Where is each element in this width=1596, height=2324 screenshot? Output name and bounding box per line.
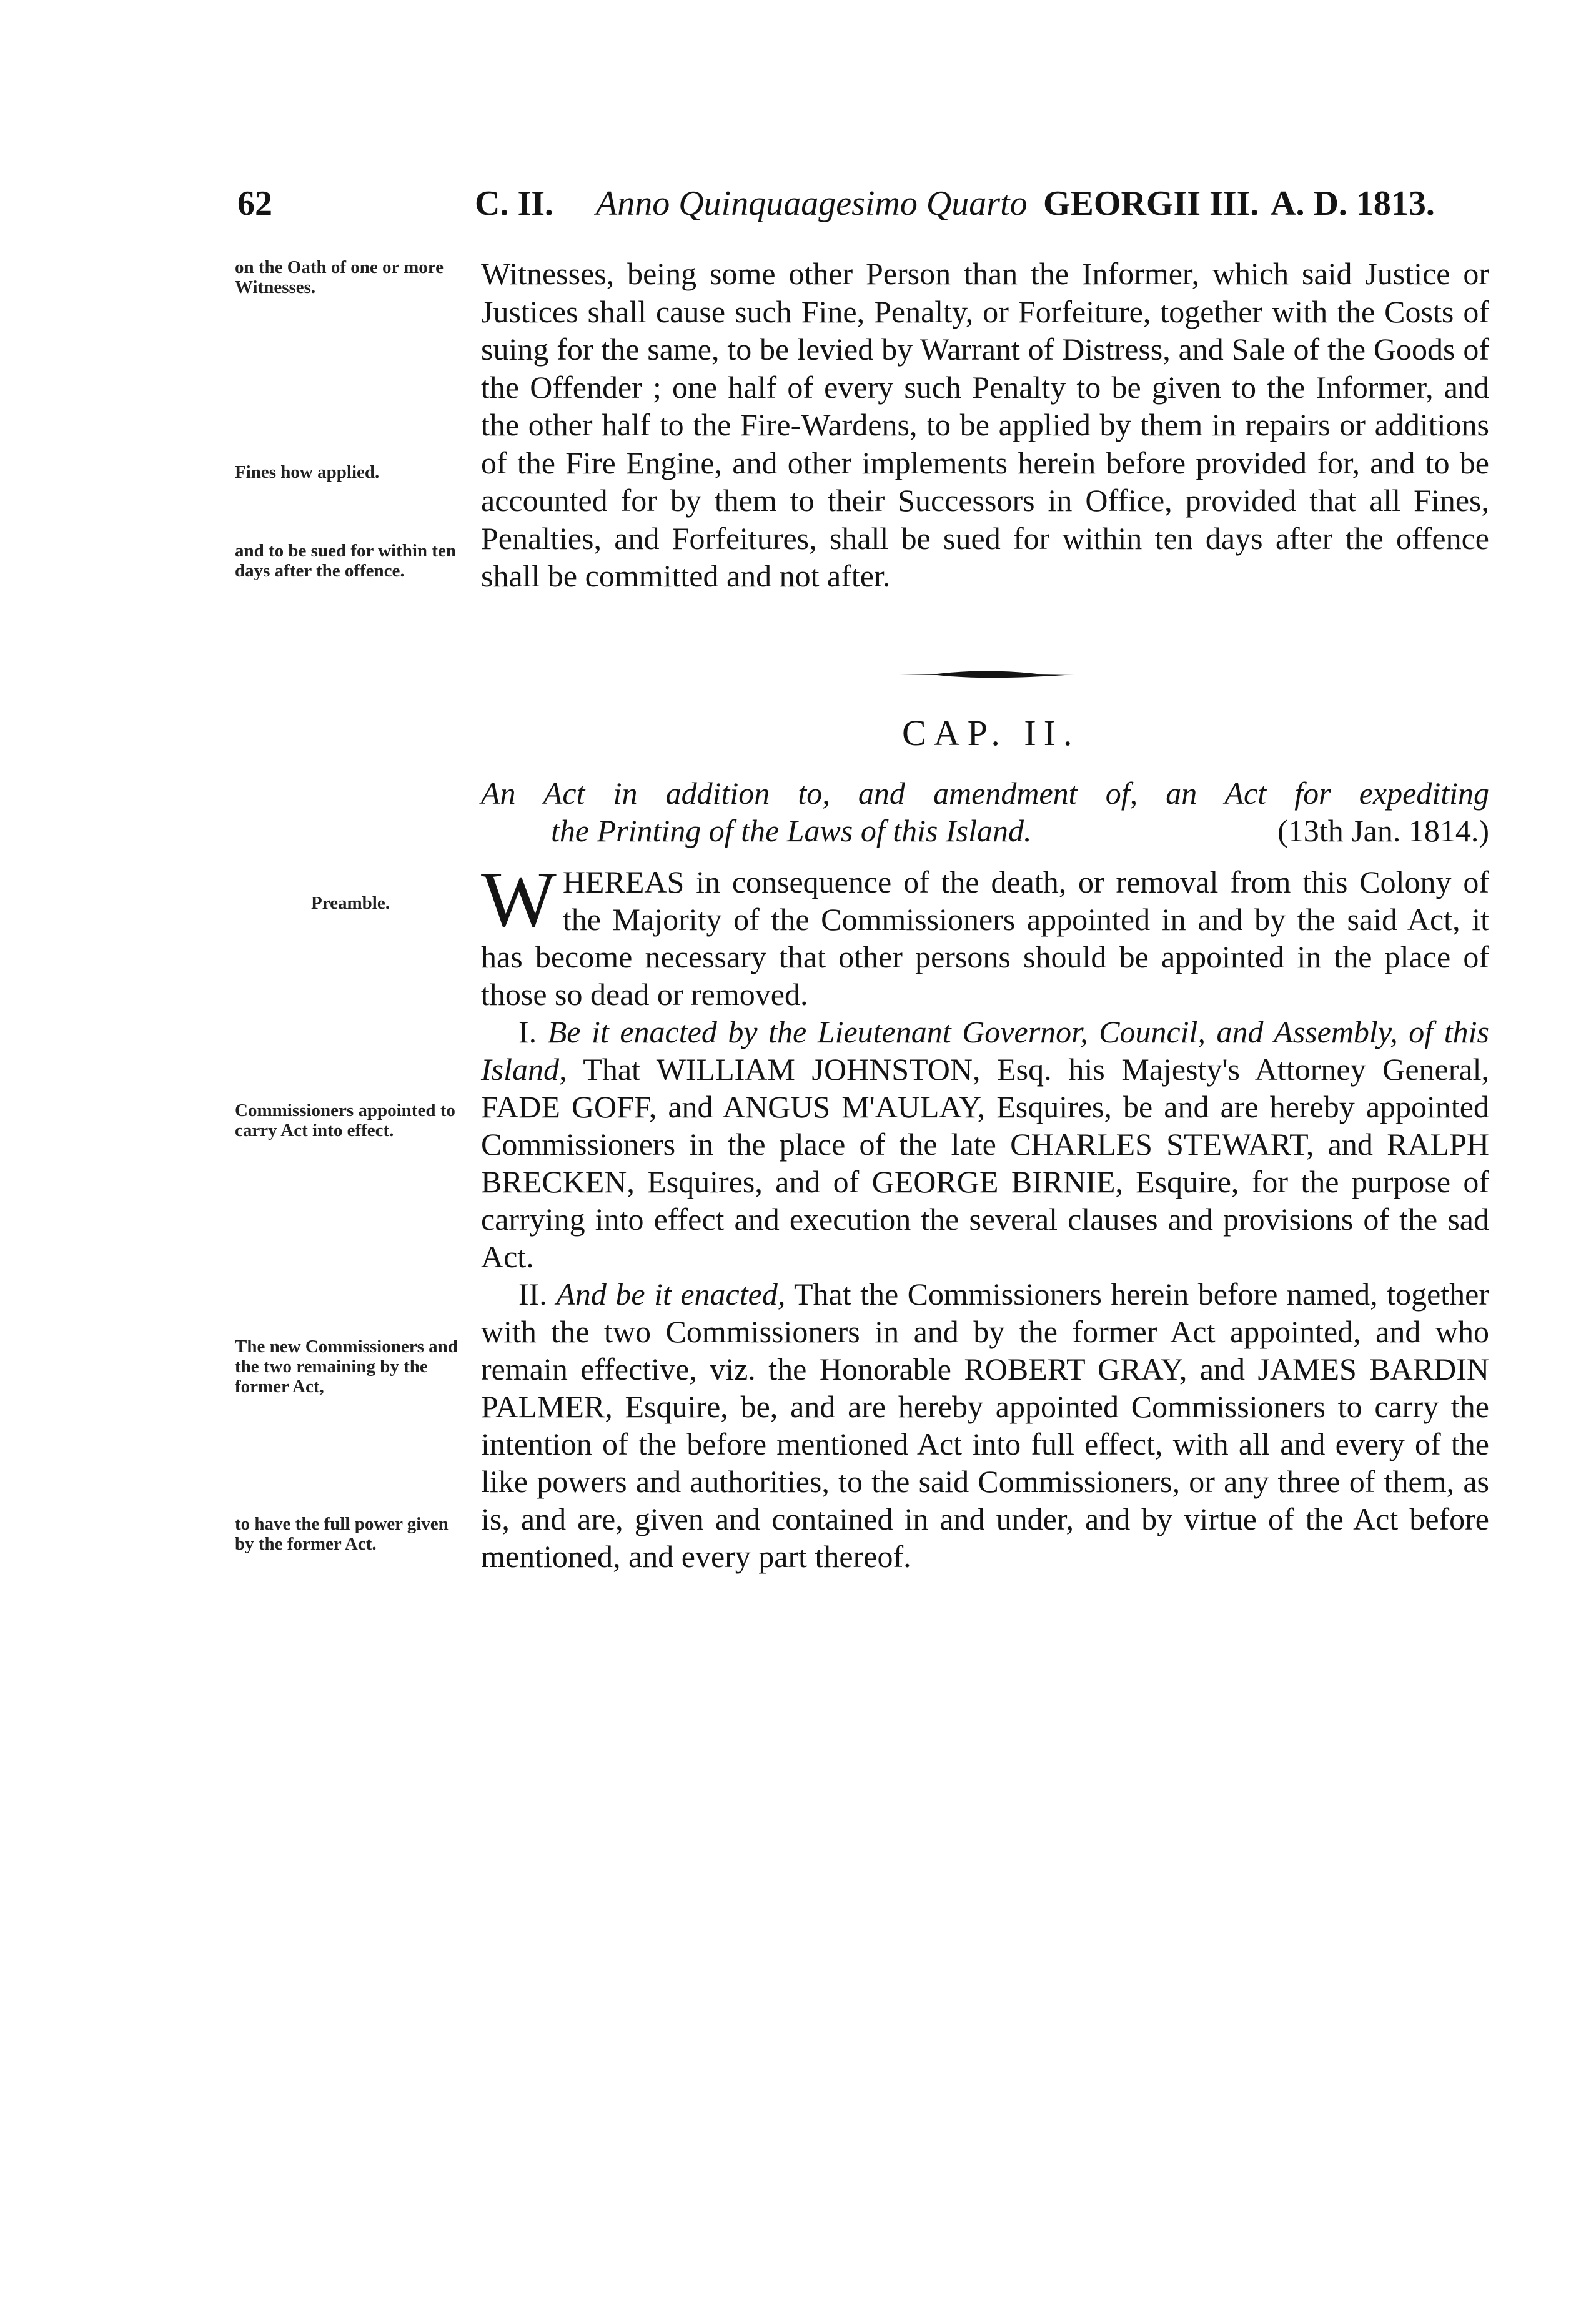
year-label: A. D. 1813. <box>1271 184 1435 223</box>
section-divider-ornament <box>900 667 1074 682</box>
section-1-enacting-clause: Be it enacted by the Lieutenant Governor, Council, and Assembly, of this Island, <box>481 1014 1489 1087</box>
margin-note-oath: on the Oath of one or more Witnesses. <box>235 257 444 297</box>
section-2-text: That the Commissioners herein before named, together with the two Commissioners in and by the former Act appointed, and who remain effective, viz. the Honorable ROBERT GRAY, and JAMES BARDIN PALMER, Esquire, be, and are hereby appointed Commissioners to carry the intention of the before mentioned Act into full effect, with all and every of the like powers and authorities, to the said Commissioners, or any three of them, as is, and are, given and contained in and under, and by virtue of the Act before mentioned, and every part thereof. <box>481 1277 1489 1574</box>
margin-note-commissioners: Commissioners appointed to carry Act into effect. <box>235 1100 455 1140</box>
margin-note-sued: and to be sued for within ten days after the offence. <box>235 541 456 581</box>
act-title <box>481 774 1489 849</box>
section-2-paragraph <box>481 1275 1489 1575</box>
king-name: GEORGII III. <box>1043 184 1259 223</box>
section-1-number: I. <box>518 1014 537 1049</box>
margin-note-fines: Fines how applied. <box>235 462 380 482</box>
preamble-text: HEREAS in consequence of the death, or removal from this Colony of the Majority of the Commissioners appointed in and by the said Act, it has become necessary that other persons should be appointed in the place of those so dead or removed. <box>481 864 1489 1012</box>
margin-note-new-commissioners: The new Commissioners and the two remaining by the former Act, <box>235 1337 458 1397</box>
drop-cap: W <box>481 855 557 944</box>
regnal-title: Anno Quinquaagesimo Quarto <box>596 184 1028 223</box>
section-1-paragraph <box>481 1013 1489 1275</box>
continuation-paragraph <box>481 255 1489 595</box>
section-1-text: That WILLIAM JOHNSTON, Esq. his Majesty's Attorney General, FADE GOFF, and ANGUS M'AULAY, Esquires, be and are hereby appointed Commissioners in the place of the late CHARLES STEWART, and RALPH BRECKEN, Esquires, and of GEORGE BIRNIE, Esquire, for the purpose of carrying into effect and execution the several clauses and provisions of the sad Act. <box>481 1052 1489 1274</box>
margin-note-preamble: Preamble. <box>311 893 390 913</box>
cap-heading: CAP. II. <box>902 713 1080 753</box>
chapter-label: C. II. <box>475 184 554 223</box>
continuation-text: Witnesses, being some other Person than the Informer, which said Justice or Justices shall cause such Fine, Penalty, or Forfeiture, together with the Costs of suing for the same, to be levied by Warrant of Distress, and Sale of the Goods of the Offender ; one half of every such Penalty to be given to the Informer, and the other half to the Fire-Wardens, to be applied by them in repairs or additions of the Fire Engine, and other implements herein before provided for, and to be accounted for by them to their Successors in Office, provided that all Fines, Penalties, and Forfeitures, shall be sued for within ten days after the offence shall be committed and not after. <box>481 256 1489 593</box>
act-date: (13th Jan. 1814.) <box>1277 813 1489 848</box>
section-2-number: II. <box>518 1277 547 1312</box>
act-title-line-2-wrapper <box>481 812 1489 849</box>
running-header <box>237 184 1487 240</box>
page-number: 62 <box>237 184 272 223</box>
section-2-enacting-clause: And be it enacted, <box>556 1277 786 1312</box>
act-title-line-2: the Printing of the Laws of this Island. <box>551 813 1032 848</box>
act-title-line-1: An Act in addition to, and amendment of, an Act for expediting <box>481 776 1489 811</box>
act-body <box>481 855 1489 1575</box>
margin-note-full-power: to have the full power given by the former Act. <box>235 1514 449 1554</box>
preamble-paragraph <box>481 855 1489 1013</box>
